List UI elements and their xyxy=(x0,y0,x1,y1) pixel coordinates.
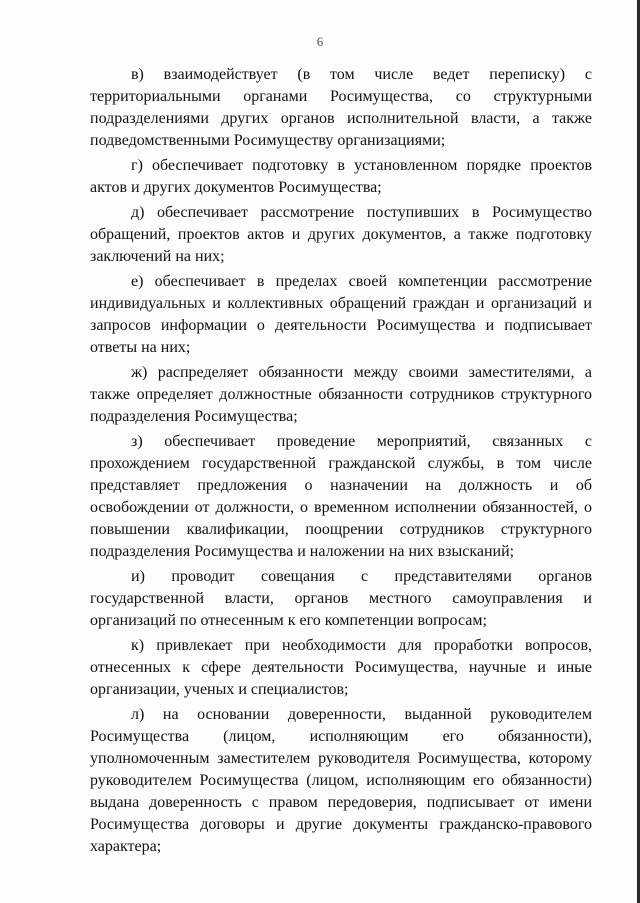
paragraph-k: к) привлекает при необходимости для проработки вопросов, отнесенных к сфере деятельности Росимущества, научные и иные организации, ученых и специалистов; xyxy=(90,637,592,698)
paragraph-l: л) на основании доверенности, выданной руководителем Росимущества (лицом, исполняющим его обязанности), уполномоченным заместителем руководителя Росимущества, которому руководителем Росимущества (лицом, исполняющим его обязанности) выдана доверенность с правом передоверия, подписывает от имени Росимущества договоры и другие документы гражданско-правового характера; xyxy=(90,706,592,855)
document-body xyxy=(90,64,592,861)
paragraph-i: и) проводит совещания с представителями органов государственной власти, органов местного самоуправления и организаций по отнесенным к его компетенции вопросам; xyxy=(90,568,592,629)
paragraph-zh: ж) распределяет обязанности между своими заместителями, а также определяет должностные обязанности сотрудников структурного подразделения Росимущества; xyxy=(90,364,592,425)
paragraph-g: г) обеспечивает подготовку в установленном порядке проектов актов и других документов Росимущества; xyxy=(90,157,592,196)
paragraph-z: з) обеспечивает проведение мероприятий, связанных с прохождением государственной гражданской службы, в том числе представляет предложения о назначении на должность и об освобождении от должности, о временном исполнении обязанностей, о повышении квалификации, поощрении сотрудников структурного подразделения Росимущества и наложении на них взысканий; xyxy=(90,433,592,560)
paragraph-e: е) обеспечивает в пределах своей компетенции рассмотрение индивидуальных и коллективных обращений граждан и организаций и запросов информации о деятельности Росимущества и подписывает ответы на них; xyxy=(90,273,592,356)
page-number: 6 xyxy=(316,34,324,49)
paragraph-v: в) взаимодействует (в том числе ведет переписку) с территориальными органами Росимущества, со структурными подразделениями других органов исполнительной власти, а также подведомственными Росимуществу организациями; xyxy=(90,66,592,149)
paragraph-d: д) обеспечивает рассмотрение поступивших в Росимущество обращений, проектов актов и других документов, а также подготовку заключений на них; xyxy=(90,204,592,265)
